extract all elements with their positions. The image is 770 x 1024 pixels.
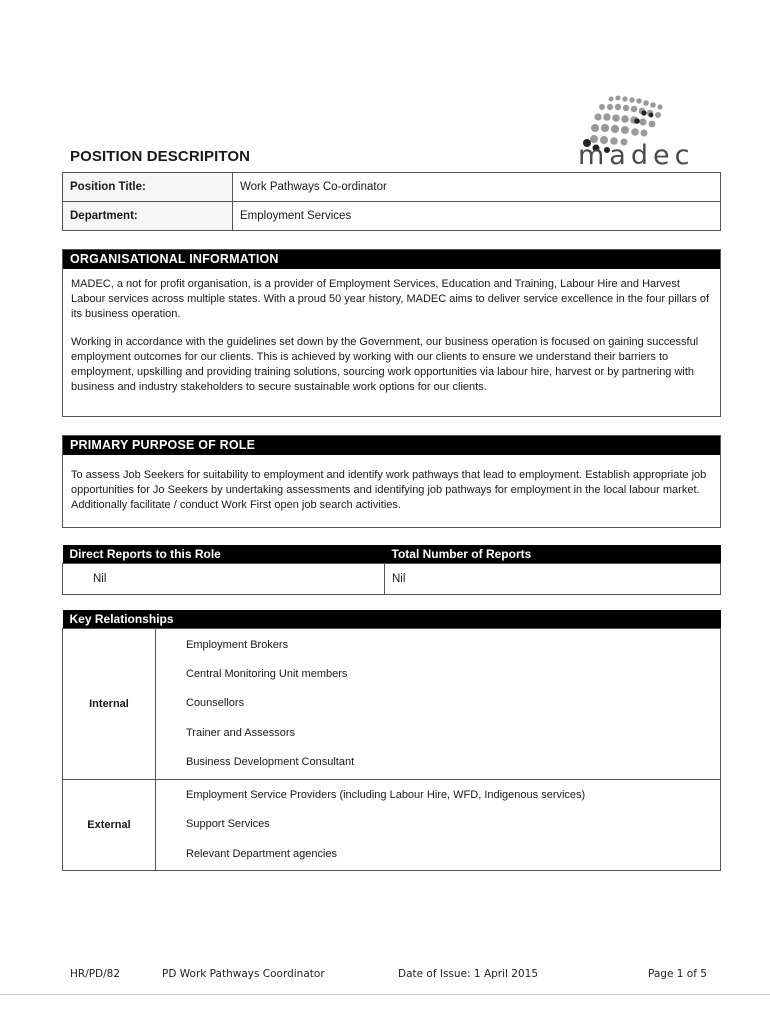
document-title: POSITION DESCRIPITON [70, 148, 251, 165]
table-row [63, 564, 721, 595]
org-info-paragraph-2: Working in accordance with the guidelines set down by the Government, our business operation is focused on gaining successful employment outcomes for our clients. This is achieved by working with our clients to ensure we understand their barriers to employment, upskilling and providing training solutions, sourcing work opportunities via labour hire, harvest or by partnering with business and industry stakeholders to secure sustainable work options for our clients. [71, 336, 699, 393]
list-item: Business Development Consultant [186, 756, 355, 769]
list-item: Relevant Department agencies [186, 847, 338, 860]
footer-page-number: Page 1 of 5 [648, 968, 707, 980]
footer-doc-name: PD Work Pathways Coordinator [162, 968, 325, 980]
department-value: Employment Services [233, 202, 721, 231]
position-title-value: Work Pathways Co-ordinator [233, 173, 721, 202]
internal-label: Internal [63, 629, 156, 780]
org-info-paragraph-1: MADEC, a not for profit organisation, is a provider of Employment Services, Education and Training, Labour Hire and Harvest Labour services across multiple states. With a proud 50 year history, MADEC aims to deliver service excellence in the four pillars of its business operation. [71, 278, 710, 320]
list-item: Trainer and Assessors [186, 726, 296, 739]
list-item: Employment Service Providers (including Labour Hire, WFD, Indigenous services) [186, 789, 586, 801]
list-item: Counsellors [186, 697, 245, 710]
direct-reports-heading: Direct Reports to this Role [63, 545, 385, 564]
table-row [63, 202, 721, 231]
key-relationships-table [62, 610, 721, 871]
total-reports-value: Nil [385, 564, 721, 595]
footer-code: HR/PD/82 [70, 968, 121, 980]
logo-wordmark: madec [578, 140, 695, 171]
table-row [63, 780, 721, 871]
external-label: External [63, 780, 156, 871]
footer-issue-date: Date of Issue: 1 April 2015 [398, 968, 538, 980]
direct-reports-value: Nil [63, 564, 385, 595]
table-row [63, 173, 721, 202]
org-info-heading: ORGANISATIONAL INFORMATION [63, 250, 720, 269]
table-row [63, 629, 721, 780]
position-table [62, 172, 721, 231]
list-item: Support Services [186, 818, 270, 831]
key-relationships-heading: Key Relationships [63, 610, 721, 629]
org-info-section [62, 249, 721, 417]
footer-divider [0, 994, 770, 995]
purpose-section [62, 435, 721, 528]
purpose-text: To assess Job Seekers for suitability to employment and identify work pathways that lead to employment. Establish appropriate job opportunities for Jo Seekers by undertaking assessments and identifying job pathways for employment in the local labour market. Additionally facilitate / conduct Work First open job search activities. [71, 469, 707, 511]
total-reports-heading: Total Number of Reports [385, 545, 721, 564]
list-item: Employment Brokers [186, 638, 289, 651]
purpose-heading: PRIMARY PURPOSE OF ROLE [63, 436, 720, 455]
position-title-label: Position Title: [63, 173, 233, 202]
list-item: Central Monitoring Unit members [186, 667, 348, 680]
department-label: Department: [63, 202, 233, 231]
reports-table [62, 545, 721, 595]
